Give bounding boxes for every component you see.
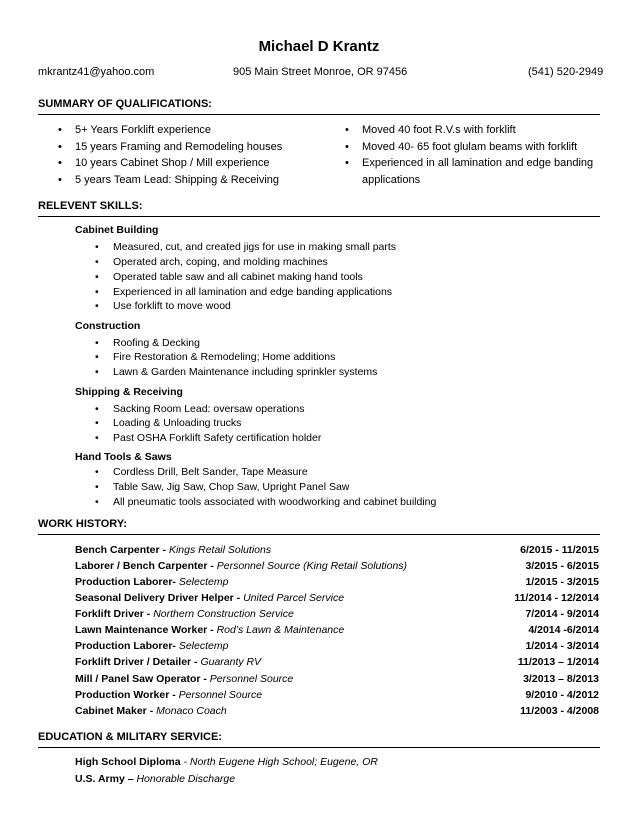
skill-item: • Roofing & Decking bbox=[113, 336, 200, 351]
job-company: Selectemp bbox=[178, 640, 229, 652]
section-divider bbox=[38, 114, 600, 115]
summary-item: • Moved 40 foot R.V.s with forklift bbox=[362, 122, 516, 138]
job-row bbox=[75, 608, 599, 624]
skill-item: • All pneumatic tools associated with woodworking and cabinet building bbox=[113, 495, 436, 510]
skill-item: • Operated table saw and all cabinet making hand tools bbox=[113, 270, 363, 285]
education-title: High School Diploma bbox=[75, 756, 181, 768]
skill-item: • Past OSHA Forklift Safety certification holder bbox=[113, 431, 321, 446]
job-company: Selectemp bbox=[178, 576, 229, 588]
skill-item: • Measured, cut, and created jigs for use in making small parts bbox=[113, 240, 396, 255]
job-company: Personnel Source bbox=[178, 689, 263, 701]
job-title: Production Laborer- bbox=[75, 576, 179, 588]
job-dates: 3/2015 - 6/2015 bbox=[525, 560, 599, 572]
skill-group-heading: Cabinet Building bbox=[75, 224, 159, 236]
job-company: Kings Retail Solutions bbox=[168, 544, 272, 556]
job-row bbox=[75, 560, 599, 576]
job-title: Seasonal Delivery Driver Helper - bbox=[75, 592, 244, 604]
summary-item: • Experienced in all lamination and edge banding bbox=[362, 155, 593, 171]
job-title: Forklift Driver - bbox=[75, 608, 154, 620]
job-title: Production Worker - bbox=[75, 689, 179, 701]
summary-item: • 15 years Framing and Remodeling houses bbox=[75, 139, 282, 155]
skill-group-heading: Shipping & Receiving bbox=[75, 386, 183, 398]
job-row bbox=[75, 592, 599, 608]
job-dates: 7/2014 - 9/2014 bbox=[525, 608, 599, 620]
job-title: Mill / Panel Saw Operator - bbox=[75, 673, 210, 685]
summary-item: • 5+ Years Forklift experience bbox=[75, 122, 211, 138]
section-divider bbox=[38, 216, 600, 217]
skill-item: • Fire Restoration & Remodeling; Home additions bbox=[113, 350, 335, 365]
job-company: Personnel Source bbox=[209, 673, 294, 685]
job-dates: 1/2014 - 3/2014 bbox=[525, 640, 599, 652]
job-title: Production Laborer- bbox=[75, 640, 179, 652]
job-row bbox=[75, 624, 599, 640]
job-row bbox=[75, 544, 599, 560]
job-company: Personnel Source (King Retail Solutions) bbox=[216, 560, 408, 572]
job-company: Rod’s Lawn & Maintenance bbox=[216, 624, 345, 636]
job-company: Northern Construction Service bbox=[153, 608, 294, 620]
job-dates: 11/2014 - 12/2014 bbox=[514, 592, 599, 604]
section-divider bbox=[38, 747, 600, 748]
summary-heading: SUMMARY OF QUALIFICATIONS: bbox=[38, 98, 212, 110]
education-heading: EDUCATION & MILITARY SERVICE: bbox=[38, 731, 222, 743]
job-row bbox=[75, 640, 599, 656]
skill-item: • Loading & Unloading trucks bbox=[113, 416, 241, 431]
job-row bbox=[75, 673, 599, 689]
job-row bbox=[75, 576, 599, 592]
summary-item: • 5 years Team Lead: Shipping & Receiving bbox=[75, 172, 279, 188]
education-item bbox=[75, 773, 235, 785]
candidate-name: Michael D Krantz bbox=[258, 38, 380, 55]
skill-item: • Use forklift to move wood bbox=[113, 299, 231, 314]
job-company: Guaranty RV bbox=[200, 656, 261, 668]
education-detail: - North Eugene High School; Eugene, OR bbox=[180, 756, 378, 768]
job-title: Bench Carpenter - bbox=[75, 544, 169, 556]
section-divider bbox=[38, 534, 600, 535]
summary-item-continuation: applications bbox=[362, 174, 421, 186]
summary-item: • 10 years Cabinet Shop / Mill experience bbox=[75, 155, 269, 171]
contact-phone: (541) 520-2949 bbox=[528, 66, 604, 78]
job-row bbox=[75, 689, 599, 705]
summary-item: • Moved 40- 65 foot glulam beams with forklift bbox=[362, 139, 577, 155]
job-company: United Parcel Service bbox=[243, 592, 345, 604]
skill-item: • Experienced in all lamination and edge banding applications bbox=[113, 285, 392, 300]
job-row bbox=[75, 705, 599, 721]
job-dates: 4/2014 -6/2014 bbox=[528, 624, 599, 636]
job-title: Laborer / Bench Carpenter - bbox=[75, 560, 217, 572]
job-dates: 1/2015 - 3/2015 bbox=[525, 576, 599, 588]
job-dates: 6/2015 - 11/2015 bbox=[520, 544, 599, 556]
skill-item: • Cordless Drill, Belt Sander, Tape Measure bbox=[113, 465, 308, 480]
job-dates: 3/2013 – 8/2013 bbox=[523, 673, 599, 685]
education-item bbox=[75, 756, 378, 768]
job-row bbox=[75, 656, 599, 672]
job-dates: 11/2013 – 1/2014 bbox=[517, 656, 599, 668]
skill-item: • Table Saw, Jig Saw, Chop Saw, Upright Panel Saw bbox=[113, 480, 349, 495]
job-title: Cabinet Maker - bbox=[75, 705, 157, 717]
skill-group-heading: Hand Tools & Saws bbox=[75, 451, 172, 463]
skill-item: • Lawn & Garden Maintenance including sprinkler systems bbox=[113, 365, 377, 380]
job-title: Forklift Driver / Detailer - bbox=[75, 656, 201, 668]
contact-email: mkrantz41@yahoo.com bbox=[38, 66, 155, 78]
job-company: Monaco Coach bbox=[156, 705, 227, 717]
education-title: U.S. Army – bbox=[75, 773, 137, 785]
skills-heading: RELEVENT SKILLS: bbox=[38, 200, 143, 212]
job-title: Lawn Maintenance Worker - bbox=[75, 624, 217, 636]
education-detail: Honorable Discharge bbox=[136, 773, 236, 785]
skill-item: • Operated arch, coping, and molding machines bbox=[113, 255, 328, 270]
skill-group-heading: Construction bbox=[75, 320, 141, 332]
job-dates: 11/2003 - 4/2008 bbox=[520, 705, 599, 717]
job-dates: 9/2010 - 4/2012 bbox=[525, 689, 599, 701]
work-heading: WORK HISTORY: bbox=[38, 518, 128, 530]
contact-address: 905 Main Street Monroe, OR 97456 bbox=[233, 66, 408, 78]
skill-item: • Sacking Room Lead: oversaw operations bbox=[113, 402, 304, 417]
